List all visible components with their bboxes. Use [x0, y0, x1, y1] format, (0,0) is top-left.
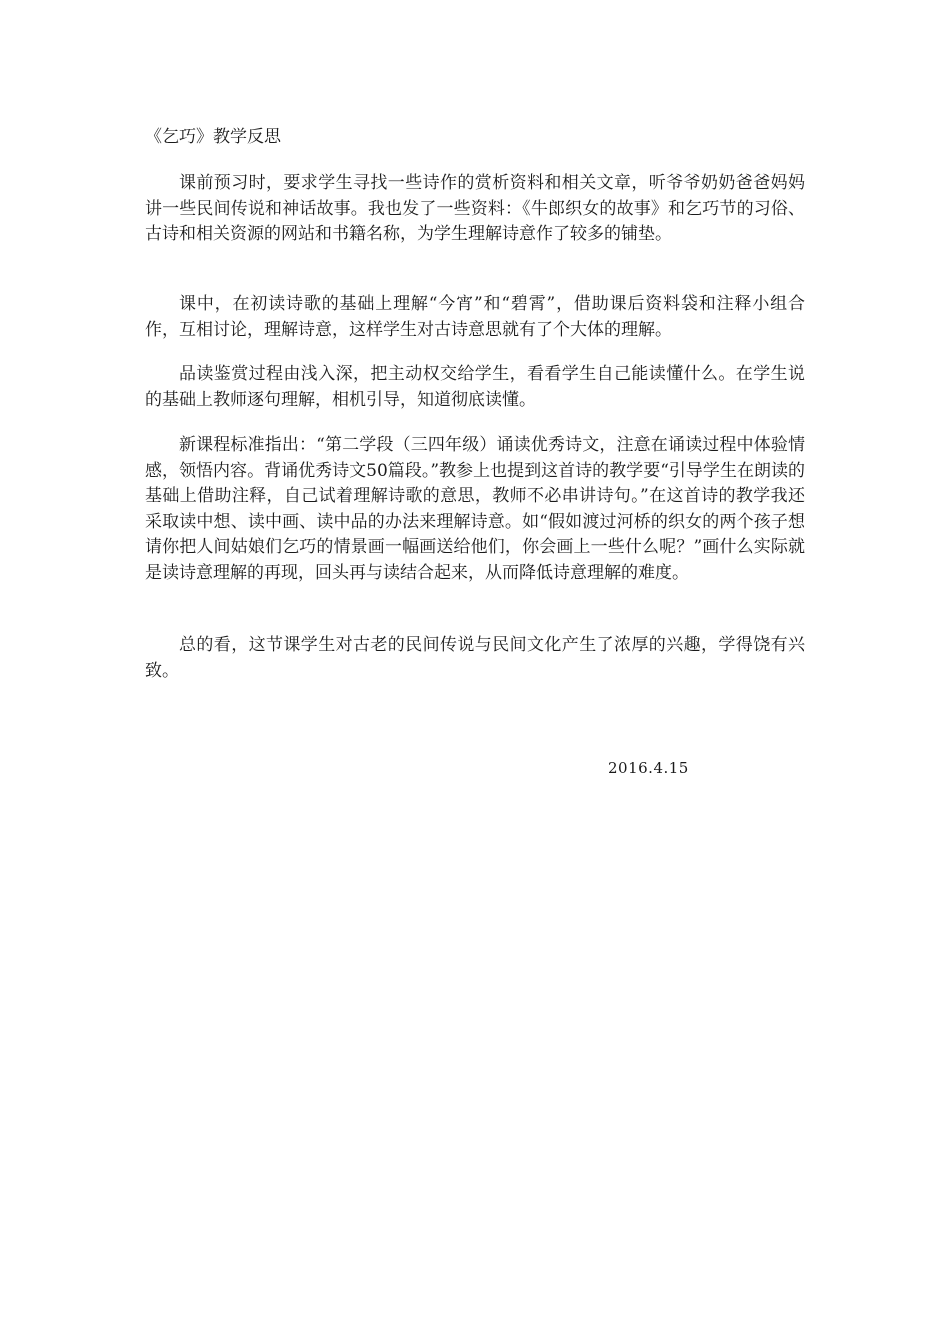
paragraph-appreciation: 品读鉴赏过程由浅入深，把主动权交给学生，看看学生自己能读懂什么。在学生说的基础上教师逐句理解，相机引导，知道彻底读懂。: [145, 364, 805, 410]
document-title: 《乞巧》教学反思: [145, 127, 281, 147]
paragraph-curriculum-standard: 新课程标准指出：“第二学段（三四年级）诵读优秀诗文，注意在诵读过程中体验情感，领悟内容。背诵优秀诗文50篇段。”教参上也提到这首诗的教学要“引导学生在朗读的基础上借助注释，自己试着理解诗歌的意思，教师不必串讲诗句。”在这首诗的教学我还采取读中想、读中画、读中品的办法来理解诗意。如“假如渡过河桥的织女的两个孩子想请你把人间姑娘们乞巧的情景画一幅画送给他们，你会画上一些什么呢？”画什么实际就是读诗意理解的再现，回头再与读结合起来，从而降低诗意理解的难度。: [145, 435, 805, 583]
paragraph-in-class: 课中，在初读诗歌的基础上理解“今宵”和“碧霄”，借助课后资料袋和注释小组合作，互相讨论，理解诗意，这样学生对古诗意思就有了个大体的理解。: [145, 294, 805, 340]
paragraph-preview: 课前预习时，要求学生寻找一些诗作的赏析资料和相关文章，听爷爷奶奶爸爸妈妈讲一些民间传说和神话故事。我也发了一些资料：《牛郎织女的故事》和乞巧节的习俗、古诗和相关资源的网站和书籍名称，为学生理解诗意作了较多的铺垫。: [145, 173, 805, 244]
document-date: 2016.4.15: [608, 759, 689, 777]
paragraph-summary: 总的看，这节课学生对古老的民间传说与民间文化产生了浓厚的兴趣，学得饶有兴致。: [145, 635, 805, 681]
